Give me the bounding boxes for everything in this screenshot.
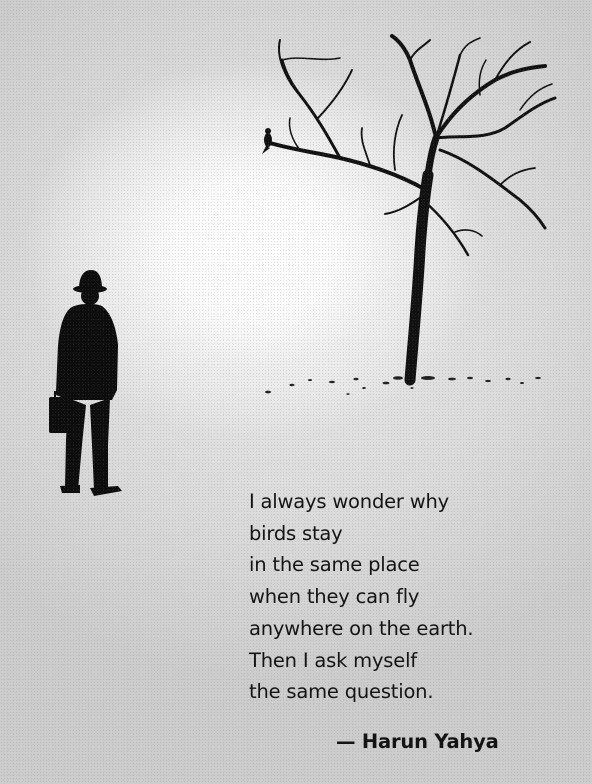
quote-author: — Harun Yahya [336, 730, 499, 753]
quote-line: I always wonder why [249, 490, 449, 513]
quote-line: birds stay [249, 521, 343, 545]
man-silhouette [49, 270, 122, 496]
quote-line: Then I ask myself [249, 648, 417, 672]
quote-line: the same question. [249, 680, 434, 704]
ground-specks [265, 376, 541, 395]
quote-line: anywhere on the earth. [249, 616, 474, 640]
bare-tree [270, 36, 555, 380]
bird-icon [262, 128, 272, 154]
quote-line: in the same place [249, 553, 420, 577]
quote-text [249, 486, 569, 708]
quote-line: when they can fly [249, 585, 420, 609]
